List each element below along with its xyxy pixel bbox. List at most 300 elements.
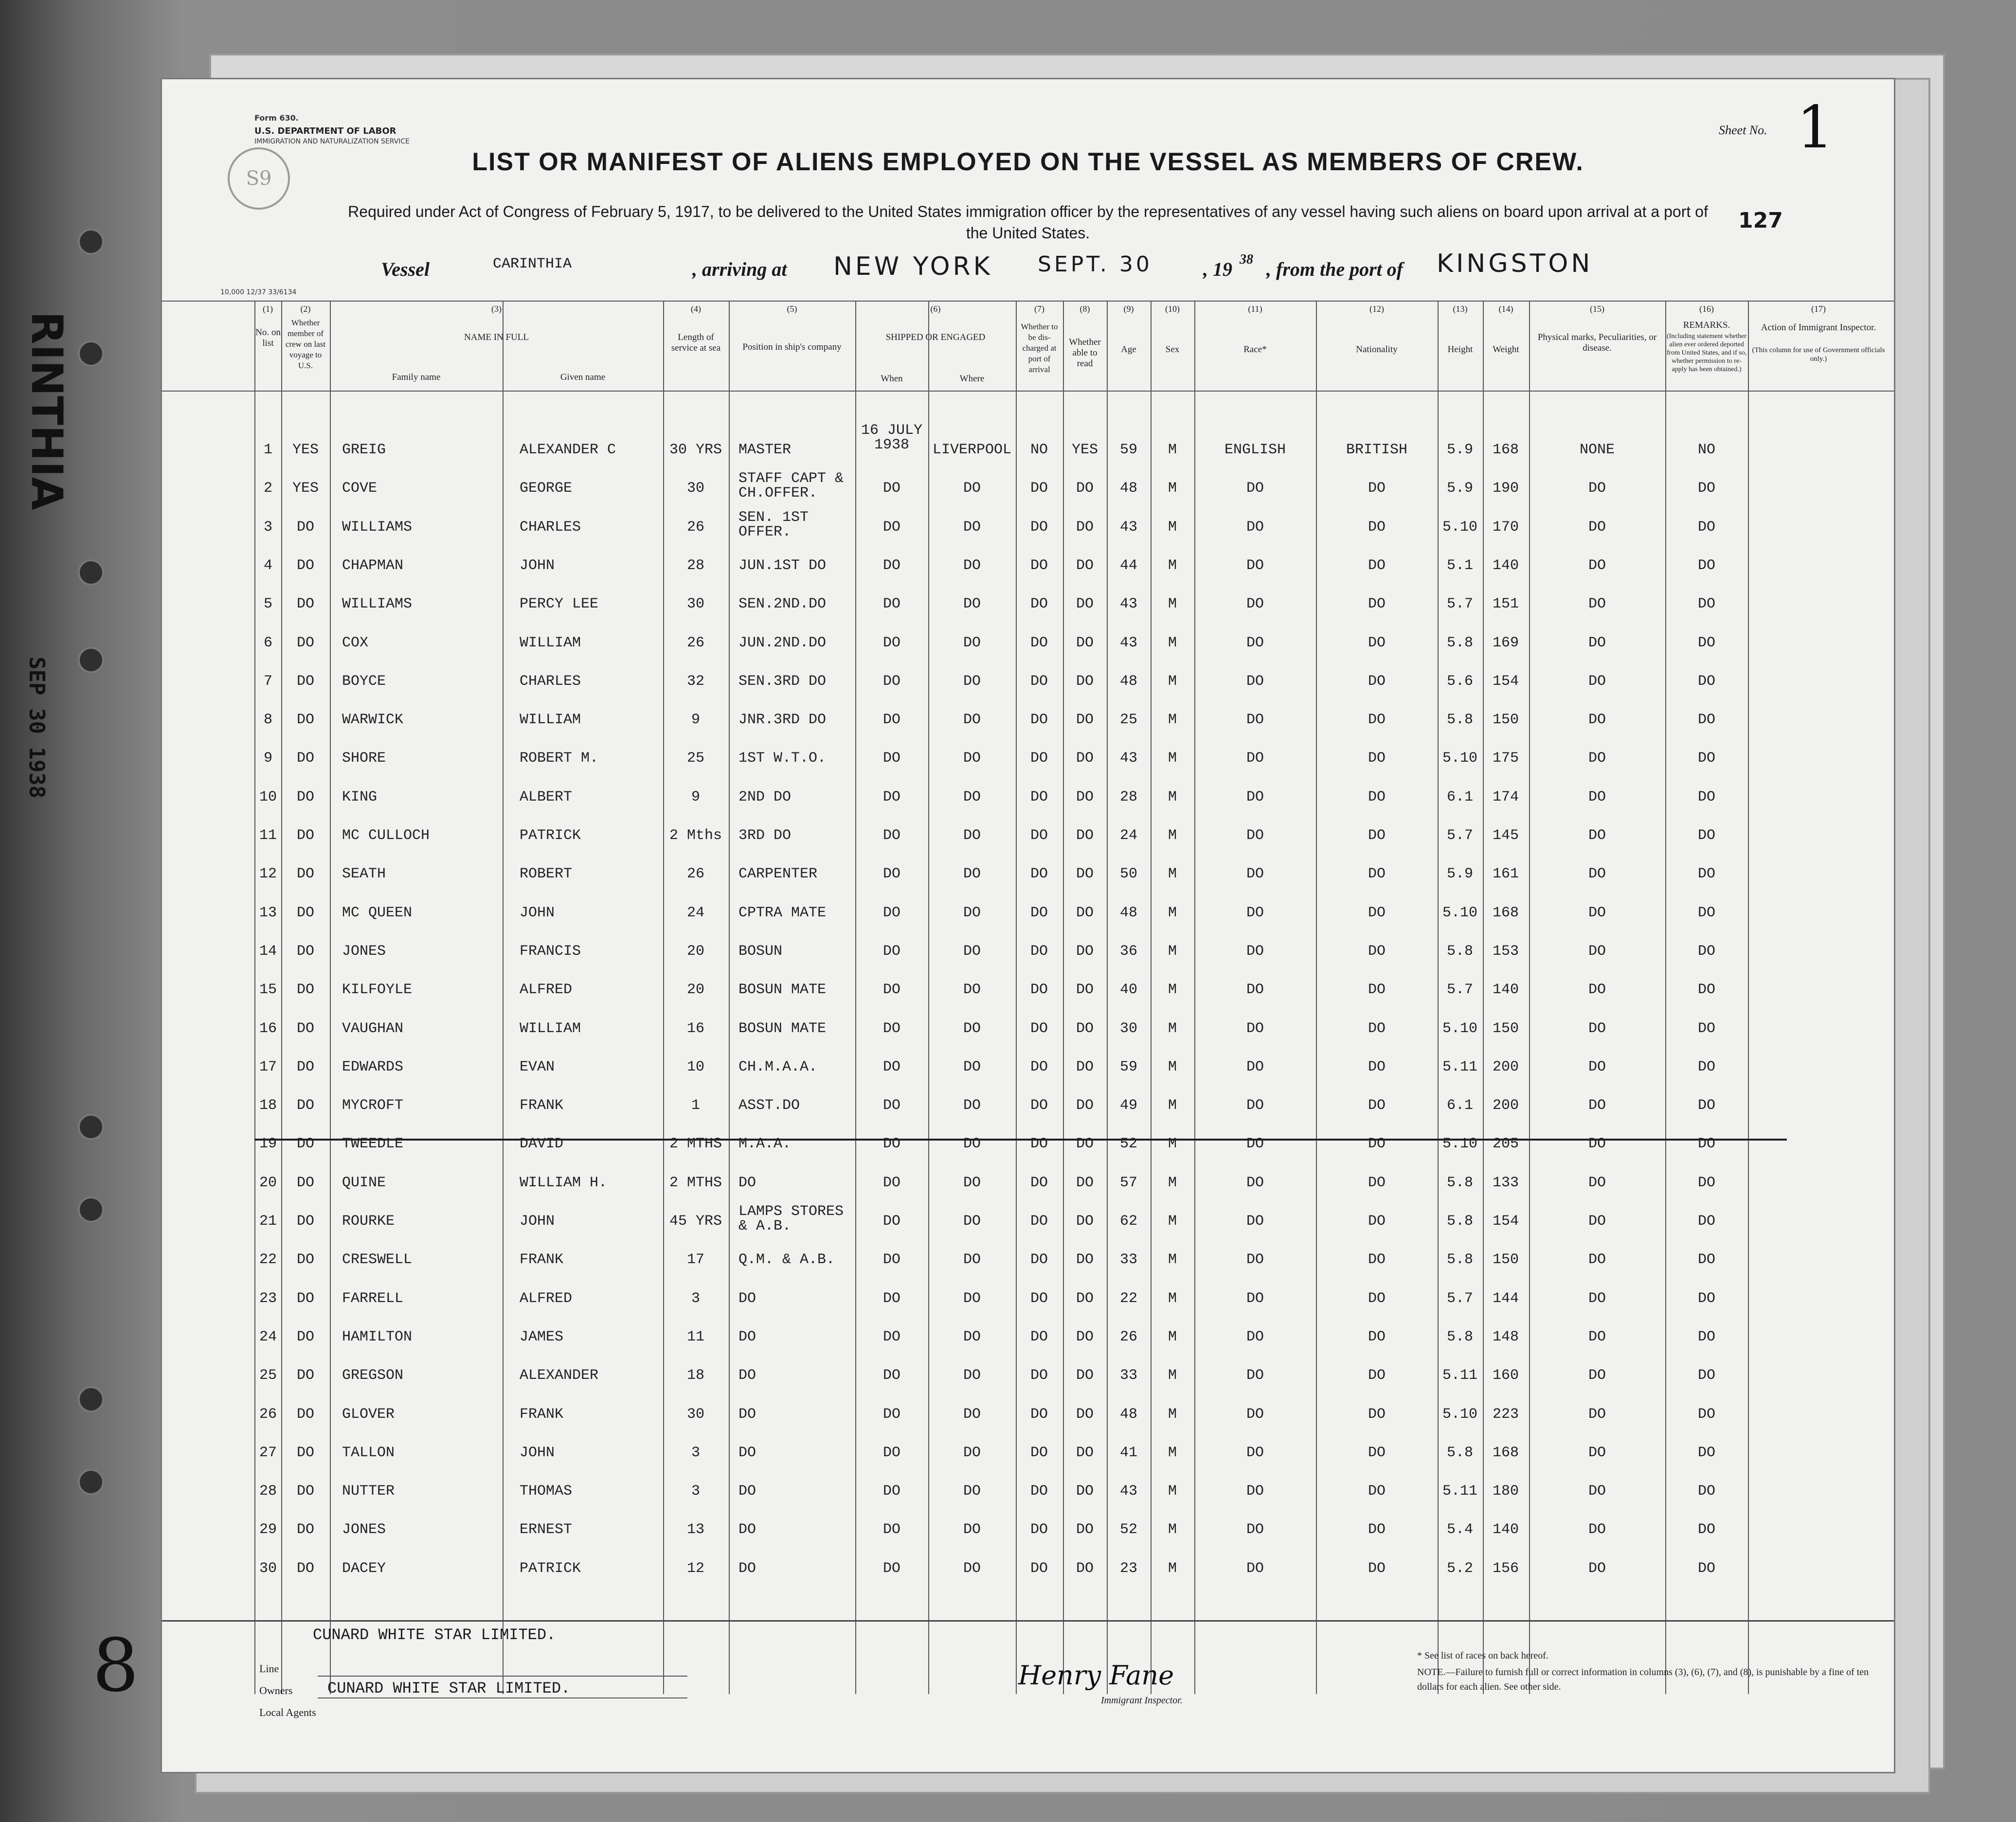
cell-race: DO xyxy=(1246,1521,1264,1538)
cell-age: 30 xyxy=(1119,1020,1138,1037)
cell-prev-voyage: DO xyxy=(296,1444,315,1461)
cell-race: DO xyxy=(1246,788,1264,805)
cell-position: DO xyxy=(738,1406,756,1423)
cell-race: DO xyxy=(1246,1367,1264,1384)
cell-nationality: DO xyxy=(1368,1213,1386,1230)
binder-hole xyxy=(78,1197,104,1223)
cell-physical-marks: DO xyxy=(1588,1174,1606,1191)
cell-physical-marks: DO xyxy=(1588,596,1606,613)
col-rule xyxy=(1483,301,1484,1694)
cell-prev-voyage: DO xyxy=(296,1290,315,1307)
cell-height: 5.8 xyxy=(1446,1444,1474,1461)
cell-race: DO xyxy=(1246,480,1264,497)
header-action-note: (This column for use of Government officials only.) xyxy=(1752,346,1885,363)
cell-height: 5.10 xyxy=(1442,904,1478,921)
margin-vessel-stamp: RINTHIA xyxy=(22,311,72,510)
cell-position: STAFF CAPT & CH.OFFER. xyxy=(738,470,844,502)
cell-given-name: ERNEST xyxy=(520,1521,573,1538)
cell-shipped-where: DO xyxy=(963,557,981,574)
col-number: (16) xyxy=(1699,304,1714,314)
cell-sex: M xyxy=(1168,712,1177,729)
cell-prev-voyage: DO xyxy=(296,1406,315,1423)
cell-family-name: MYCROFT xyxy=(342,1097,404,1114)
cell-able-to-read: DO xyxy=(1076,1136,1094,1153)
header-weight: Weight xyxy=(1493,344,1519,355)
cell-length-of-service: 26 xyxy=(686,518,705,536)
cell-height: 5.8 xyxy=(1446,1328,1474,1345)
cell-remarks: DO xyxy=(1697,1020,1716,1037)
cell-position: 2ND DO xyxy=(738,788,792,805)
cell-able-to-read: DO xyxy=(1076,827,1094,844)
cell-family-name: WILLIAMS xyxy=(342,518,413,536)
cell-remarks: DO xyxy=(1697,1058,1716,1075)
cell-remarks: DO xyxy=(1697,557,1716,574)
binder-hole xyxy=(78,1469,104,1495)
cell-family-name: VAUGHAN xyxy=(342,1020,404,1037)
cell-position: JUN.1ST DO xyxy=(738,557,827,574)
header-remarks: REMARKS. xyxy=(1683,320,1730,330)
agents-label: Local Agents xyxy=(259,1706,316,1718)
cell-height: 5.7 xyxy=(1446,982,1474,999)
cell-length-of-service: 16 xyxy=(686,1020,705,1037)
cell-given-name: EVAN xyxy=(520,1058,555,1075)
cell-discharged: DO xyxy=(1030,1444,1048,1461)
cell-prev-voyage: DO xyxy=(296,673,315,690)
cell-able-to-read: DO xyxy=(1076,1521,1094,1538)
cell-shipped-when: DO xyxy=(882,1521,901,1538)
cell-family-name: MC QUEEN xyxy=(342,904,413,921)
cell-height: 5.9 xyxy=(1446,442,1474,458)
header-name-in-full: NAME IN FULL xyxy=(464,332,529,342)
cell-able-to-read: DO xyxy=(1076,712,1094,729)
cell-race: DO xyxy=(1246,866,1264,883)
cell-length-of-service: 30 YRS xyxy=(669,442,722,458)
row-19-strikethrough xyxy=(254,1139,1787,1141)
cell-shipped-where: DO xyxy=(963,1251,981,1268)
header-position: Position in ship's company xyxy=(742,342,842,352)
cell-row-number: 16 xyxy=(259,1020,277,1037)
cell-age: 43 xyxy=(1119,634,1138,651)
cell-able-to-read: DO xyxy=(1076,943,1094,960)
cell-discharged: DO xyxy=(1030,1290,1048,1307)
cell-length-of-service: 3 xyxy=(691,1483,701,1500)
cell-weight: 140 xyxy=(1492,557,1519,574)
cell-prev-voyage: DO xyxy=(296,1251,315,1268)
cell-sex: M xyxy=(1168,1058,1177,1075)
col-rule xyxy=(1438,301,1439,1694)
cell-shipped-where: DO xyxy=(963,480,981,497)
cell-remarks: DO xyxy=(1697,1483,1716,1500)
cell-family-name: NUTTER xyxy=(342,1483,395,1500)
col-number: (14) xyxy=(1498,304,1513,314)
cell-given-name: JOHN xyxy=(520,557,555,574)
cell-weight: 168 xyxy=(1492,442,1519,458)
cell-discharged: DO xyxy=(1030,1406,1048,1423)
cell-position: DO xyxy=(738,1174,756,1191)
cell-discharged: NO xyxy=(1030,442,1048,458)
cell-race: DO xyxy=(1246,1097,1264,1114)
cell-shipped-when: DO xyxy=(882,1058,901,1075)
cell-age: 52 xyxy=(1119,1136,1138,1153)
cell-shipped-when: DO xyxy=(882,1444,901,1461)
cell-shipped-where: DO xyxy=(963,982,981,999)
cell-shipped-when: DO xyxy=(882,1251,901,1268)
cell-discharged: DO xyxy=(1030,518,1048,536)
cell-shipped-when: DO xyxy=(882,904,901,921)
cell-nationality: DO xyxy=(1368,634,1386,651)
cell-physical-marks: DO xyxy=(1588,1444,1606,1461)
cell-position: MASTER xyxy=(738,442,792,458)
cell-row-number: 26 xyxy=(259,1406,277,1423)
cell-prev-voyage: DO xyxy=(296,1136,315,1153)
cell-weight: 140 xyxy=(1492,982,1519,999)
cell-position: DO xyxy=(738,1560,756,1577)
cell-sex: M xyxy=(1168,673,1177,690)
cell-race: DO xyxy=(1246,1213,1264,1230)
cell-remarks: DO xyxy=(1697,1213,1716,1230)
cell-family-name: HAMILTON xyxy=(342,1328,413,1345)
cell-height: 5.8 xyxy=(1446,1213,1474,1230)
cell-shipped-when: DO xyxy=(882,1560,901,1577)
form-id: Form 630. xyxy=(254,113,299,123)
cell-race: DO xyxy=(1246,518,1264,536)
cell-physical-marks: DO xyxy=(1588,1020,1606,1037)
col-number: (11) xyxy=(1248,304,1262,314)
cell-nationality: DO xyxy=(1368,1406,1386,1423)
cell-row-number: 25 xyxy=(259,1367,277,1384)
cell-remarks: DO xyxy=(1697,1367,1716,1384)
col-rule xyxy=(254,301,255,1694)
cell-height: 5.9 xyxy=(1446,866,1474,883)
cell-family-name: TWEEDLE xyxy=(342,1136,404,1153)
cell-row-number: 29 xyxy=(259,1521,277,1538)
cell-row-number: 13 xyxy=(259,904,277,921)
cell-race: DO xyxy=(1246,557,1264,574)
cell-height: 5.10 xyxy=(1442,750,1478,767)
cell-given-name: ALEXANDER xyxy=(520,1367,599,1384)
cell-row-number: 28 xyxy=(259,1483,277,1500)
cell-physical-marks: DO xyxy=(1588,866,1606,883)
cell-race: DO xyxy=(1246,1444,1264,1461)
cell-shipped-where: DO xyxy=(963,1406,981,1423)
cell-physical-marks: DO xyxy=(1588,982,1606,999)
cell-family-name: KING xyxy=(342,788,378,805)
cell-discharged: DO xyxy=(1030,1058,1048,1075)
col-number: (17) xyxy=(1811,304,1826,314)
cell-remarks: DO xyxy=(1697,1560,1716,1577)
cell-weight: 133 xyxy=(1492,1174,1519,1191)
cell-given-name: ALEXANDER C xyxy=(520,442,616,458)
cell-family-name: GREGSON xyxy=(342,1367,404,1384)
header-height: Height xyxy=(1447,344,1473,355)
cell-age: 48 xyxy=(1119,904,1138,921)
col-rule xyxy=(1316,301,1317,1694)
cell-length-of-service: 9 xyxy=(691,788,701,805)
cell-physical-marks: DO xyxy=(1588,712,1606,729)
cell-age: 25 xyxy=(1119,712,1138,729)
cell-remarks: DO xyxy=(1697,982,1716,999)
vessel-label: Vessel xyxy=(381,258,430,280)
cell-sex: M xyxy=(1168,1483,1177,1500)
cell-weight: 168 xyxy=(1492,904,1519,921)
cell-remarks: DO xyxy=(1697,596,1716,613)
cell-row-number: 14 xyxy=(259,943,277,960)
line-label: Line xyxy=(259,1662,279,1675)
col-rule xyxy=(729,301,730,1694)
cell-age: 52 xyxy=(1119,1521,1138,1538)
cell-discharged: DO xyxy=(1030,827,1048,844)
cell-shipped-where: DO xyxy=(963,1328,981,1345)
cell-physical-marks: DO xyxy=(1588,1251,1606,1268)
cell-shipped-where: DO xyxy=(963,712,981,729)
cell-height: 5.8 xyxy=(1446,634,1474,651)
cell-race: DO xyxy=(1246,1290,1264,1307)
cell-position: SEN. 1ST OFFER. xyxy=(738,509,809,540)
cell-remarks: DO xyxy=(1697,1444,1716,1461)
cell-row-number: 18 xyxy=(259,1097,277,1114)
sheet-label: Sheet No. xyxy=(1719,123,1767,137)
cell-height: 5.7 xyxy=(1446,827,1474,844)
cell-given-name: JOHN xyxy=(520,1213,555,1230)
cell-row-number: 11 xyxy=(259,827,277,844)
cell-position: 3RD DO xyxy=(738,827,792,844)
cell-shipped-where: DO xyxy=(963,1097,981,1114)
cell-height: 5.7 xyxy=(1446,1290,1474,1307)
cell-family-name: WILLIAMS xyxy=(342,596,413,613)
cell-discharged: DO xyxy=(1030,673,1048,690)
cell-nationality: DO xyxy=(1368,557,1386,574)
cell-height: 5.8 xyxy=(1446,1251,1474,1268)
cell-position: DO xyxy=(738,1483,756,1500)
cell-sex: M xyxy=(1168,1136,1177,1153)
cell-family-name: FARRELL xyxy=(342,1290,404,1307)
cell-able-to-read: DO xyxy=(1076,1174,1094,1191)
cell-remarks: DO xyxy=(1697,712,1716,729)
cell-discharged: DO xyxy=(1030,1483,1048,1500)
col-rule xyxy=(281,301,282,1694)
cell-remarks: DO xyxy=(1697,1174,1716,1191)
cell-age: 59 xyxy=(1119,1058,1138,1075)
cell-weight: 150 xyxy=(1492,1020,1519,1037)
cell-length-of-service: 3 xyxy=(691,1290,701,1307)
cell-discharged: DO xyxy=(1030,557,1048,574)
print-code: 10,000 12/37 33/6134 xyxy=(220,288,297,296)
cell-position: BOSUN xyxy=(738,943,783,960)
cell-length-of-service: 45 YRS xyxy=(669,1213,722,1230)
cell-physical-marks: DO xyxy=(1588,1328,1606,1345)
cell-weight: 174 xyxy=(1492,788,1519,805)
cell-shipped-when: DO xyxy=(882,1483,901,1500)
cell-given-name: WILLIAM xyxy=(520,712,581,729)
cell-remarks: NO xyxy=(1697,442,1716,458)
binder-hole xyxy=(78,340,104,367)
cell-length-of-service: 1 xyxy=(691,1097,701,1114)
col-rule xyxy=(1665,301,1666,1694)
cell-nationality: DO xyxy=(1368,1251,1386,1268)
cell-weight: 200 xyxy=(1492,1097,1519,1114)
cell-discharged: DO xyxy=(1030,943,1048,960)
cell-shipped-when: DO xyxy=(882,557,901,574)
cell-remarks: DO xyxy=(1697,827,1716,844)
cell-nationality: DO xyxy=(1368,1483,1386,1500)
cell-sex: M xyxy=(1168,1251,1177,1268)
header-action: Action of Immigrant Inspector. xyxy=(1761,322,1876,333)
cell-sex: M xyxy=(1168,750,1177,767)
col-number: (4) xyxy=(691,304,701,314)
cell-row-number: 4 xyxy=(263,557,273,574)
cell-given-name: WILLIAM xyxy=(520,634,581,651)
cell-weight: 145 xyxy=(1492,827,1519,844)
cell-nationality: BRITISH xyxy=(1346,442,1408,458)
cell-height: 6.1 xyxy=(1446,788,1474,805)
cell-height: 5.11 xyxy=(1442,1058,1478,1075)
cell-able-to-read: DO xyxy=(1076,673,1094,690)
cell-weight: 156 xyxy=(1492,1560,1519,1577)
cell-age: 48 xyxy=(1119,1406,1138,1423)
cell-given-name: ALFRED xyxy=(520,1290,573,1307)
cell-nationality: DO xyxy=(1368,827,1386,844)
cell-able-to-read: DO xyxy=(1076,1251,1094,1268)
cell-shipped-when: DO xyxy=(882,788,901,805)
cell-physical-marks: DO xyxy=(1588,1521,1606,1538)
col-rule xyxy=(1063,301,1064,1694)
cell-able-to-read: DO xyxy=(1076,1290,1094,1307)
cell-age: 43 xyxy=(1119,1483,1138,1500)
table-header-rule xyxy=(162,391,1894,392)
cell-family-name: QUINE xyxy=(342,1174,386,1191)
cell-family-name: MC CULLOCH xyxy=(342,827,430,844)
cell-remarks: DO xyxy=(1697,1097,1716,1114)
cell-family-name: SEATH xyxy=(342,866,386,883)
cell-able-to-read: YES xyxy=(1071,442,1098,458)
cell-physical-marks: DO xyxy=(1588,673,1606,690)
cell-able-to-read: DO xyxy=(1076,1406,1094,1423)
cell-shipped-where: DO xyxy=(963,1521,981,1538)
cell-position: LAMPS STORES & A.B. xyxy=(738,1203,844,1234)
cell-length-of-service: 30 xyxy=(686,596,705,613)
cell-prev-voyage: DO xyxy=(296,1097,315,1114)
cell-discharged: DO xyxy=(1030,1560,1048,1577)
cell-remarks: DO xyxy=(1697,480,1716,497)
cell-sex: M xyxy=(1168,1213,1177,1230)
cell-physical-marks: DO xyxy=(1588,1406,1606,1423)
cell-able-to-read: DO xyxy=(1076,480,1094,497)
cell-length-of-service: 30 xyxy=(686,480,705,497)
cell-race: DO xyxy=(1246,1058,1264,1075)
binder-hole xyxy=(78,1114,104,1140)
cell-sex: M xyxy=(1168,1367,1177,1384)
cell-able-to-read: DO xyxy=(1076,1020,1094,1037)
cell-shipped-where: DO xyxy=(963,1213,981,1230)
binder-hole xyxy=(78,229,104,255)
cell-position: CH.M.A.A. xyxy=(738,1058,818,1075)
cell-height: 5.4 xyxy=(1446,1521,1474,1538)
cell-position: BOSUN MATE xyxy=(738,982,827,999)
cell-nationality: DO xyxy=(1368,712,1386,729)
cell-prev-voyage: DO xyxy=(296,557,315,574)
arrival-date: SEPT. 30 xyxy=(1038,252,1152,277)
cell-given-name: PATRICK xyxy=(520,1560,581,1577)
cell-length-of-service: 17 xyxy=(686,1251,705,1268)
cell-race: DO xyxy=(1246,1560,1264,1577)
cell-family-name: CRESWELL xyxy=(342,1251,413,1268)
cell-discharged: DO xyxy=(1030,982,1048,999)
cell-race: DO xyxy=(1246,1174,1264,1191)
cell-given-name: ALBERT xyxy=(520,788,573,805)
col-number: (8) xyxy=(1080,304,1090,314)
margin-date-stamp: SEP 30 1938 xyxy=(24,657,49,799)
cell-race: ENGLISH xyxy=(1224,442,1286,458)
department-label: U.S. DEPARTMENT OF LABOR xyxy=(254,126,396,136)
cell-shipped-when: DO xyxy=(882,943,901,960)
company-name: CUNARD WHITE STAR LIMITED. xyxy=(313,1626,556,1644)
col-number: (6) xyxy=(930,304,941,314)
cell-race: DO xyxy=(1246,1328,1264,1345)
cell-physical-marks: DO xyxy=(1588,827,1606,844)
cell-nationality: DO xyxy=(1368,904,1386,921)
cell-able-to-read: DO xyxy=(1076,750,1094,767)
cell-row-number: 1 xyxy=(263,442,273,458)
cell-height: 5.9 xyxy=(1446,480,1474,497)
cell-able-to-read: DO xyxy=(1076,1213,1094,1230)
cell-length-of-service: 24 xyxy=(686,904,705,921)
cell-height: 5.10 xyxy=(1442,1020,1478,1037)
cell-physical-marks: DO xyxy=(1588,1560,1606,1577)
arrival-year: 38 xyxy=(1240,252,1253,267)
cell-row-number: 15 xyxy=(259,982,277,999)
cell-able-to-read: DO xyxy=(1076,788,1094,805)
cell-discharged: DO xyxy=(1030,1174,1048,1191)
bureau-label: IMMIGRATION AND NATURALIZATION SERVICE xyxy=(254,138,410,145)
header-sex: Sex xyxy=(1165,344,1180,355)
owners-label: Owners xyxy=(259,1684,293,1697)
col-rule xyxy=(1107,301,1108,1694)
cell-age: 23 xyxy=(1119,1560,1138,1577)
cell-shipped-when: DO xyxy=(882,1213,901,1230)
cell-shipped-when: DO xyxy=(882,634,901,651)
from-label: , from the port of xyxy=(1266,258,1404,280)
cell-length-of-service: 2 MTHS xyxy=(669,1136,722,1153)
cell-age: 48 xyxy=(1119,673,1138,690)
cell-shipped-when: DO xyxy=(882,518,901,536)
cell-height: 5.8 xyxy=(1446,943,1474,960)
cell-position: JUN.2ND.DO xyxy=(738,634,827,651)
cell-prev-voyage: DO xyxy=(296,943,315,960)
cell-physical-marks: DO xyxy=(1588,1290,1606,1307)
cell-weight: 169 xyxy=(1492,634,1519,651)
footer-rule xyxy=(162,1620,1894,1622)
col-number: (12) xyxy=(1369,304,1384,314)
cell-able-to-read: DO xyxy=(1076,1328,1094,1345)
cell-row-number: 9 xyxy=(263,750,273,767)
owners-value: CUNARD WHITE STAR LIMITED. xyxy=(327,1679,571,1697)
cell-race: DO xyxy=(1246,673,1264,690)
cell-race: DO xyxy=(1246,1406,1264,1423)
cell-given-name: FRANK xyxy=(520,1251,564,1268)
cell-sex: M xyxy=(1168,1290,1177,1307)
cell-shipped-where: DO xyxy=(963,788,981,805)
cell-position: ASST.DO xyxy=(738,1097,800,1114)
cell-race: DO xyxy=(1246,1251,1264,1268)
cell-row-number: 19 xyxy=(259,1136,277,1153)
cell-position: M.A.A. xyxy=(738,1136,792,1153)
cell-row-number: 17 xyxy=(259,1058,277,1075)
cell-nationality: DO xyxy=(1368,1444,1386,1461)
col-number: (13) xyxy=(1453,304,1468,314)
cell-race: DO xyxy=(1246,904,1264,921)
cell-prev-voyage: DO xyxy=(296,1483,315,1500)
cell-prev-voyage: DO xyxy=(296,827,315,844)
